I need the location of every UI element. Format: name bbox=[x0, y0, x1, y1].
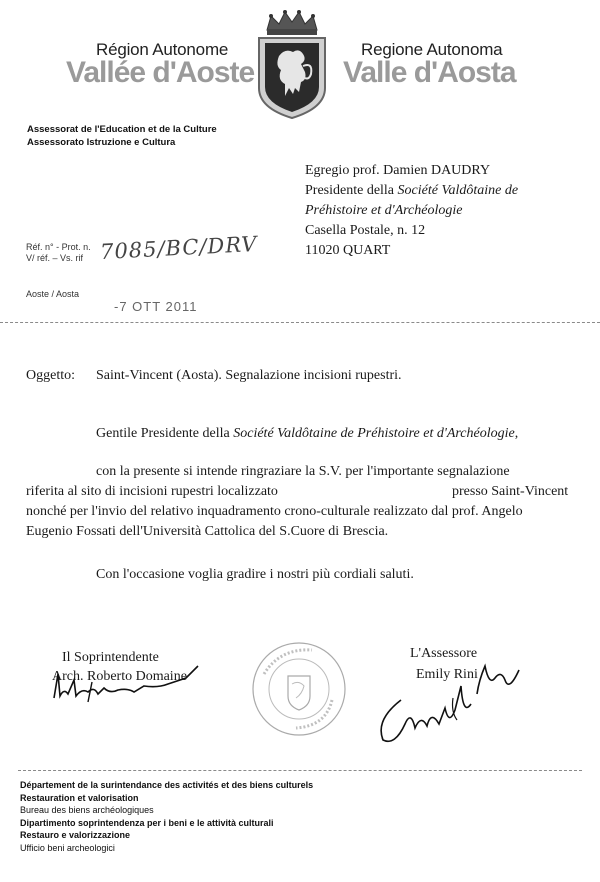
signatory-right-name: Emily Rini bbox=[416, 667, 478, 682]
recipient-line-3: Préhistoire et d'Archéologie bbox=[305, 203, 463, 218]
body-line-1: con la presente si intende ringraziare la S.V. per l'importante segnalazione bbox=[96, 464, 510, 479]
signatory-left-name: Arch. Roberto Domaine bbox=[52, 669, 187, 684]
official-seal-icon bbox=[250, 640, 348, 738]
ref-label-vs: V/ réf. – Vs. rif bbox=[26, 253, 84, 263]
footer-line-5: Restauro e valorizzazione bbox=[20, 830, 131, 840]
footer bbox=[20, 779, 313, 854]
footer-line-3: Bureau des biens archéologiques bbox=[20, 805, 154, 815]
coat-of-arms-icon bbox=[255, 8, 329, 120]
region-name-fr-big: Vallée d'Aoste bbox=[66, 56, 255, 89]
office-line-it: Assessorato Istruzione e Cultura bbox=[27, 137, 176, 148]
subject-label: Oggetto: bbox=[26, 368, 75, 383]
fold-line bbox=[0, 322, 600, 323]
signatory-left-title: Il Soprintendente bbox=[62, 650, 159, 665]
footer-line-4: Dipartimento soprintendenza per i beni e le attività culturali bbox=[20, 817, 274, 828]
recipient-line-4: Casella Postale, n. 12 bbox=[305, 223, 426, 238]
region-name-it-small: Regione Autonoma bbox=[361, 40, 503, 59]
region-name-it-big: Valle d'Aosta bbox=[343, 56, 516, 89]
footer-line-6: Ufficio beni archeologici bbox=[20, 842, 115, 853]
closing: Con l'occasione voglia gradire i nostri più cordiali saluti. bbox=[96, 567, 414, 582]
subject-text: Saint-Vincent (Aosta). Segnalazione incisioni rupestri. bbox=[96, 368, 402, 383]
signature-right-icon bbox=[365, 640, 535, 750]
recipient-address bbox=[305, 161, 585, 261]
date-stamp: -7 OTT 2011 bbox=[114, 299, 198, 314]
footer-line-1: Département de la surintendance des activités et des biens culturels bbox=[20, 780, 314, 790]
footer-divider bbox=[18, 770, 582, 771]
body-line-4: Eugenio Fossati dell'Università Cattolica del S.Cuore di Brescia. bbox=[26, 524, 389, 539]
place-label: Aoste / Aosta bbox=[26, 289, 80, 299]
footer-line-2: Restauration et valorisation bbox=[20, 792, 139, 803]
body-line-2a: riferita al sito di incisioni rupestri localizzato bbox=[26, 484, 278, 499]
region-name-fr-small: Région Autonome bbox=[96, 40, 229, 59]
ref-handwritten-number: 7085/BC/DRV bbox=[99, 231, 259, 265]
recipient-line-2: Presidente della Société Valdôtaine de bbox=[305, 183, 519, 198]
recipient-line-1: Egregio prof. Damien DAUDRY bbox=[305, 163, 491, 178]
signature-left-icon bbox=[48, 658, 208, 708]
office-line-fr: Assessorat de l'Education et de la Culture bbox=[27, 124, 217, 135]
signatory-right-title: L'Assessore bbox=[410, 646, 478, 661]
ref-label-prot: Réf. n° - Prot. n. bbox=[26, 242, 91, 252]
greeting: Gentile Presidente della Société Valdôtaine de Préhistoire et d'Archéologie, bbox=[96, 426, 519, 441]
body-line-3: nonché per l'invio del relativo inquadramento crono-culturale realizzato dal prof. Angelo bbox=[26, 504, 523, 519]
body-line-2b: presso Saint-Vincent bbox=[452, 484, 569, 499]
recipient-line-5: 11020 QUART bbox=[305, 243, 391, 258]
